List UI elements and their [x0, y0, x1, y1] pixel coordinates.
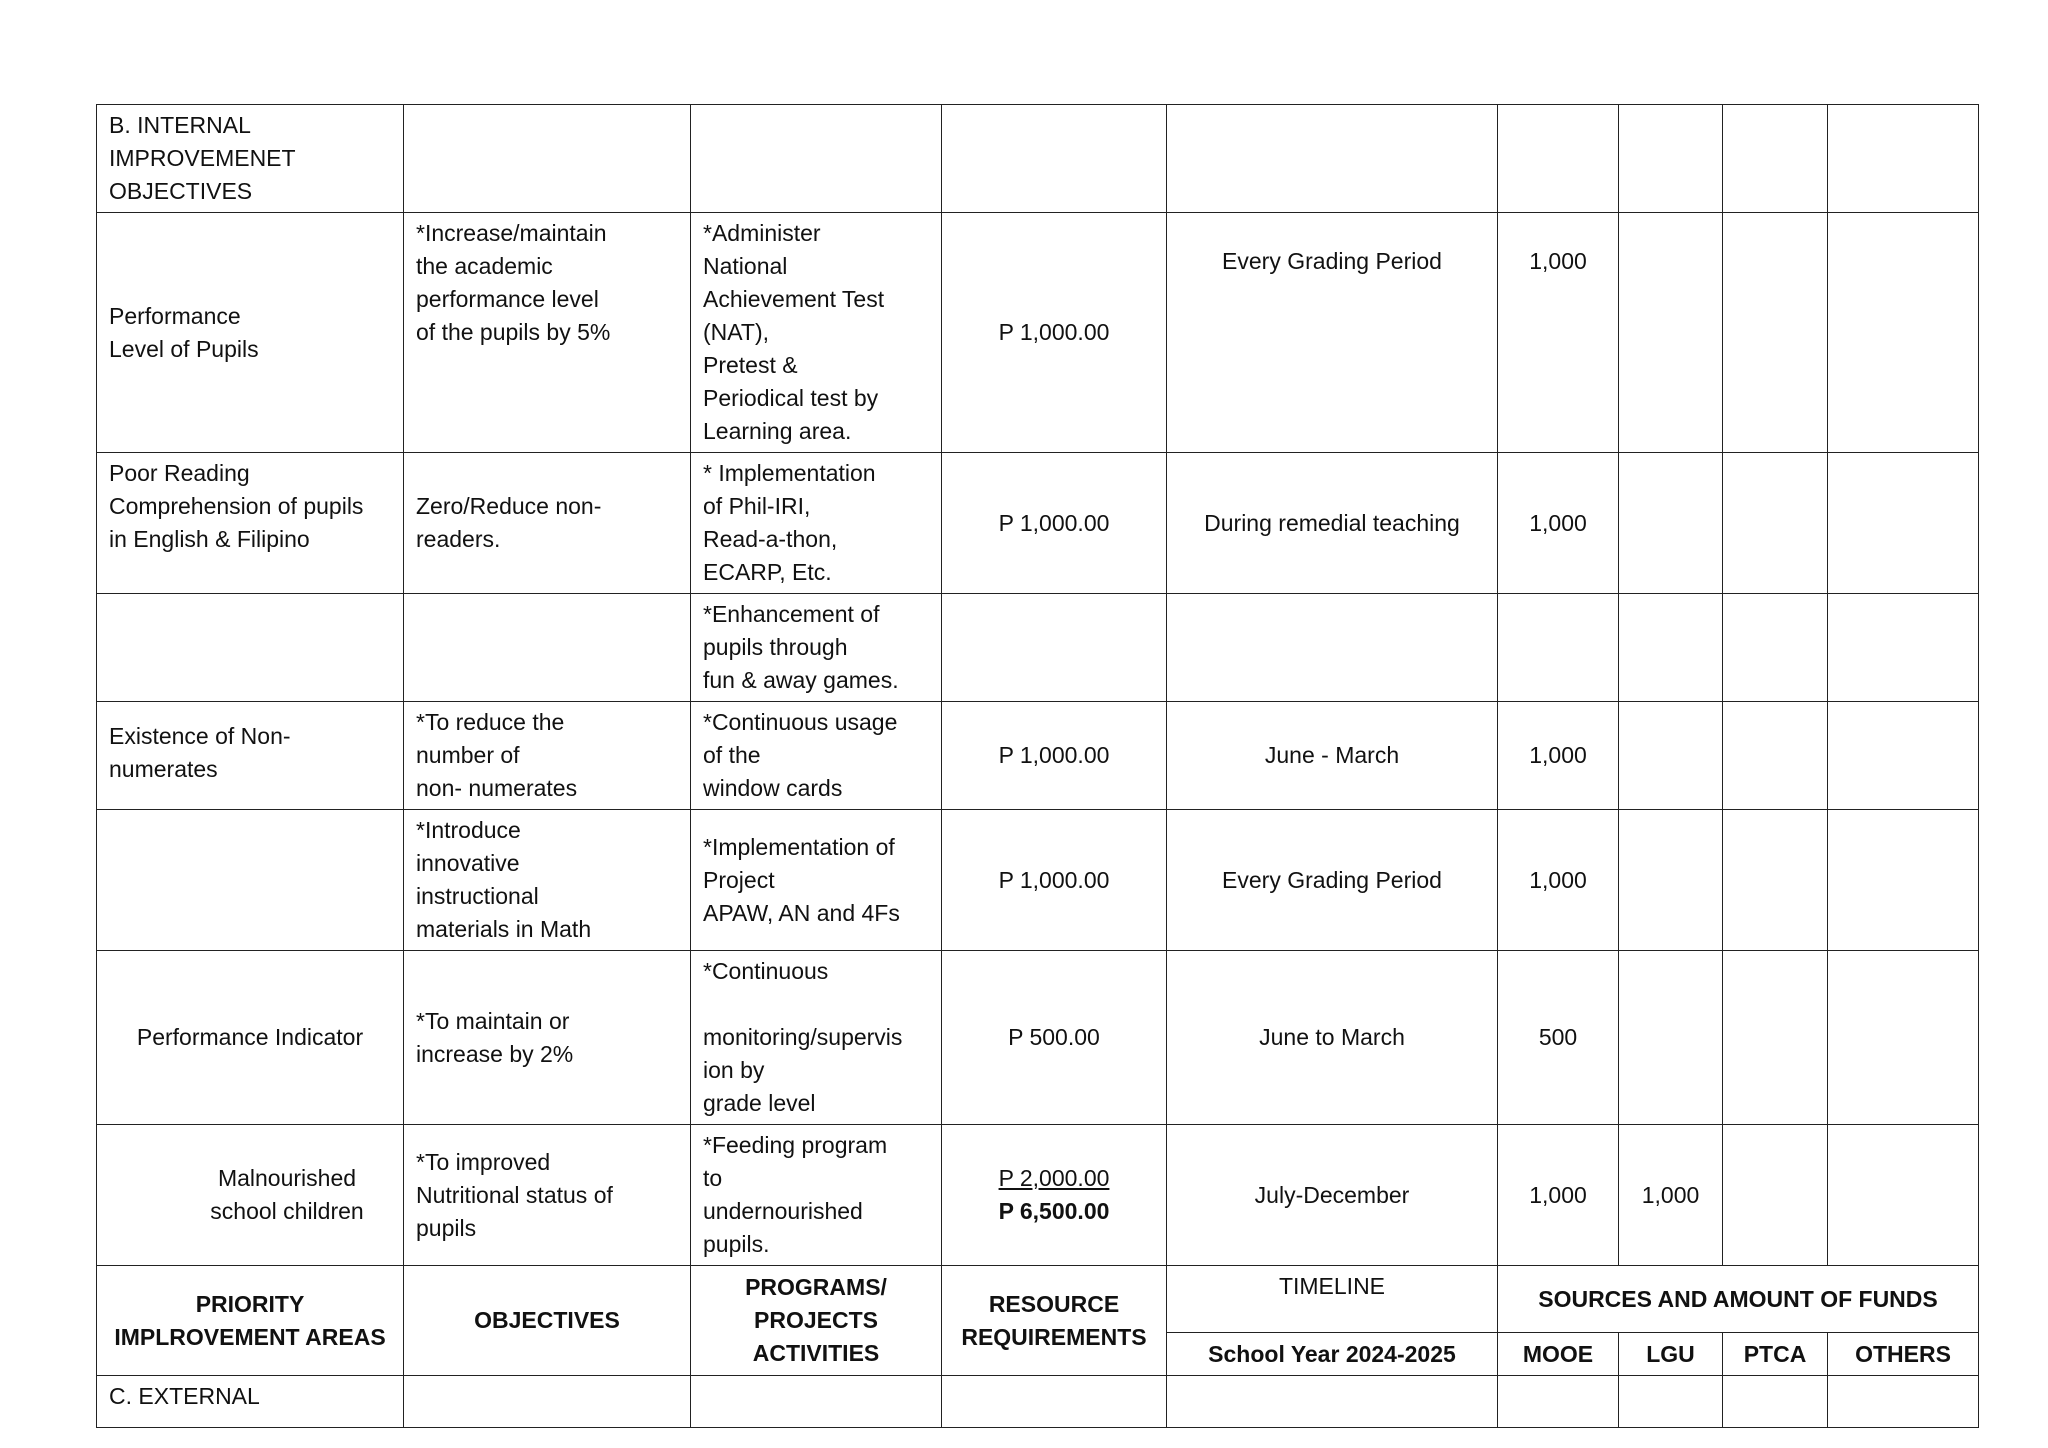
objective-cell: *Introduce innovative instructional materials in Math	[404, 810, 691, 951]
others-cell	[1828, 453, 1979, 594]
area-cell: Performance Level of Pupils	[97, 213, 404, 453]
header-resource: RESOURCE REQUIREMENTS	[942, 1266, 1167, 1376]
empty-cell	[691, 105, 942, 213]
header-others: OTHERS	[1828, 1333, 1979, 1376]
timeline-cell	[1167, 594, 1498, 702]
area-cell: Malnourished school children	[97, 1125, 404, 1266]
resource-cell	[942, 1125, 1167, 1266]
table-row	[97, 1125, 1979, 1266]
empty-cell	[1619, 105, 1723, 213]
area-cell: Poor Reading Comprehension of pupils in English & Filipino	[97, 453, 404, 594]
objective-cell: Zero/Reduce non- readers.	[404, 453, 691, 594]
objective-cell: *To reduce the number of non- numerates	[404, 702, 691, 810]
table-row	[97, 702, 1979, 810]
section-b-row	[97, 105, 1979, 213]
others-cell	[1828, 594, 1979, 702]
ptca-cell	[1723, 594, 1828, 702]
header-ptca: PTCA	[1723, 1333, 1828, 1376]
mooe-cell: 500	[1498, 951, 1619, 1125]
empty-cell	[942, 1376, 1167, 1428]
resource-cell: P 1,000.00	[942, 702, 1167, 810]
empty-cell	[1167, 105, 1498, 213]
resource-cell: P 1,000.00	[942, 453, 1167, 594]
ptca-cell	[1723, 213, 1828, 453]
timeline-cell: July-December	[1167, 1125, 1498, 1266]
table-row	[97, 453, 1979, 594]
program-cell: *Enhancement of pupils through fun & away games.	[691, 594, 942, 702]
ptca-cell	[1723, 702, 1828, 810]
timeline-cell: June - March	[1167, 702, 1498, 810]
resource-cell: P 500.00	[942, 951, 1167, 1125]
lgu-cell	[1619, 213, 1723, 453]
resource-cell	[942, 594, 1167, 702]
program-cell: *Feeding program to undernourished pupils.	[691, 1125, 942, 1266]
area-cell: Performance Indicator	[97, 951, 404, 1125]
resource-cell: P 1,000.00	[942, 810, 1167, 951]
objective-cell: *To maintain or increase by 2%	[404, 951, 691, 1125]
header-school-year: School Year 2024-2025	[1167, 1333, 1498, 1376]
header-priority: PRIORITY IMPLROVEMENT AREAS	[97, 1266, 404, 1376]
section-b-label: B. INTERNAL IMPROVEMENET OBJECTIVES	[97, 105, 404, 213]
area-cell	[97, 810, 404, 951]
ptca-cell	[1723, 453, 1828, 594]
table-row	[97, 810, 1979, 951]
header-timeline: TIMELINE	[1167, 1266, 1498, 1333]
resource-total: P 6,500.00	[998, 1198, 1110, 1224]
empty-cell	[404, 105, 691, 213]
mooe-cell: 1,000	[1498, 810, 1619, 951]
mooe-cell: 1,000	[1498, 702, 1619, 810]
table-row	[97, 594, 1979, 702]
timeline-cell: June to March	[1167, 951, 1498, 1125]
lgu-cell	[1619, 951, 1723, 1125]
mooe-cell	[1498, 594, 1619, 702]
objective-cell: *Increase/maintain the academic performance level of the pupils by 5%	[404, 213, 691, 453]
header-sources: SOURCES AND AMOUNT OF FUNDS	[1498, 1266, 1979, 1333]
empty-cell	[1498, 1376, 1619, 1428]
empty-cell	[691, 1376, 942, 1428]
empty-cell	[1828, 1376, 1979, 1428]
resource-cell: P 1,000.00	[942, 213, 1167, 453]
others-cell	[1828, 702, 1979, 810]
empty-cell	[1723, 105, 1828, 213]
timeline-cell: During remedial teaching	[1167, 453, 1498, 594]
header-lgu: LGU	[1619, 1333, 1723, 1376]
program-cell: *Implementation of Project APAW, AN and 4Fs	[691, 810, 942, 951]
lgu-cell	[1619, 453, 1723, 594]
lgu-cell	[1619, 702, 1723, 810]
header-programs: PROGRAMS/ PROJECTS ACTIVITIES	[691, 1266, 942, 1376]
ptca-cell	[1723, 810, 1828, 951]
section-c-label: C. EXTERNAL	[97, 1376, 404, 1428]
others-cell	[1828, 1125, 1979, 1266]
empty-cell	[404, 1376, 691, 1428]
header-objectives: OBJECTIVES	[404, 1266, 691, 1376]
lgu-cell	[1619, 594, 1723, 702]
others-cell	[1828, 213, 1979, 453]
header-row	[97, 1266, 1979, 1333]
improvement-plan-table	[96, 104, 1979, 1428]
timeline-cell: Every Grading Period	[1167, 810, 1498, 951]
table-row	[97, 213, 1979, 453]
others-cell	[1828, 951, 1979, 1125]
empty-cell	[942, 105, 1167, 213]
mooe-cell: 1,000	[1498, 1125, 1619, 1266]
lgu-cell	[1619, 810, 1723, 951]
header-mooe: MOOE	[1498, 1333, 1619, 1376]
section-c-row	[97, 1376, 1979, 1428]
program-cell: * Implementation of Phil-IRI, Read-a-thon, ECARP, Etc.	[691, 453, 942, 594]
mooe-cell: 1,000	[1498, 453, 1619, 594]
objective-cell: *To improved Nutritional status of pupils	[404, 1125, 691, 1266]
timeline-cell: Every Grading Period	[1167, 213, 1498, 453]
empty-cell	[1723, 1376, 1828, 1428]
objective-cell	[404, 594, 691, 702]
mooe-cell: 1,000	[1498, 213, 1619, 453]
empty-cell	[1167, 1376, 1498, 1428]
program-cell: *Continuous usage of the window cards	[691, 702, 942, 810]
program-cell: *Continuous monitoring/supervis ion by grade level	[691, 951, 942, 1125]
resource-amount: P 2,000.00	[998, 1165, 1110, 1191]
area-cell: Existence of Non- numerates	[97, 702, 404, 810]
ptca-cell	[1723, 1125, 1828, 1266]
empty-cell	[1498, 105, 1619, 213]
lgu-cell: 1,000	[1619, 1125, 1723, 1266]
program-cell: *Administer National Achievement Test (NAT), Pretest & Periodical test by Learning area.	[691, 213, 942, 453]
ptca-cell	[1723, 951, 1828, 1125]
table-row	[97, 951, 1979, 1125]
others-cell	[1828, 810, 1979, 951]
empty-cell	[1828, 105, 1979, 213]
area-cell	[97, 594, 404, 702]
empty-cell	[1619, 1376, 1723, 1428]
